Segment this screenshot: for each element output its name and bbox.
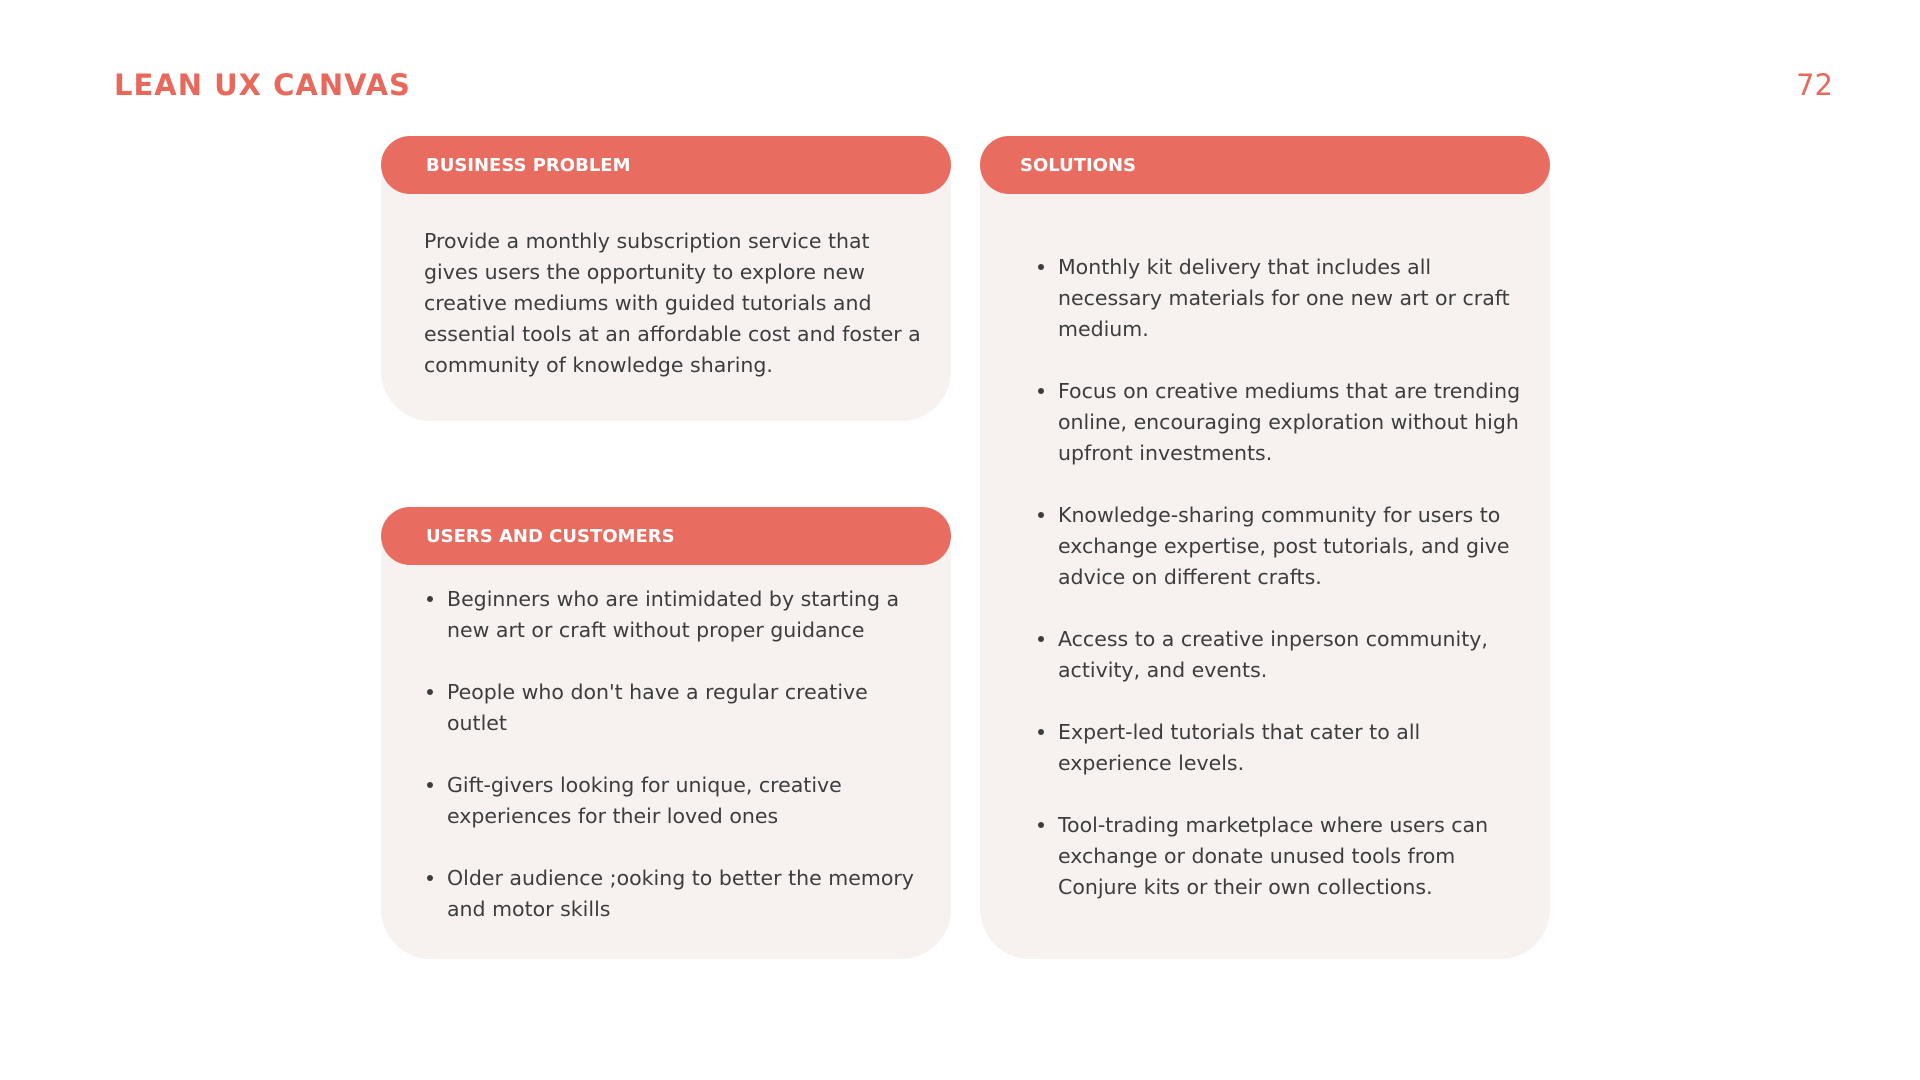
business-problem-text: Provide a monthly subscription service that gives users the opportunity to explore new creative mediums with guided tutorials and essential tools at an affordable cost and foster a community of knowledge sharing.	[424, 229, 921, 377]
list-item: People who don't have a regular creative outlet	[424, 677, 929, 739]
list-item: Older audience ;ooking to better the memory and motor skills	[424, 863, 929, 925]
list-item: Monthly kit delivery that includes all necessary materials for one new art or craft medium.	[1035, 252, 1532, 345]
users-and-customers-title: USERS AND CUSTOMERS	[426, 525, 675, 547]
list-item: Gift-givers looking for unique, creative experiences for their loved ones	[424, 770, 929, 832]
page-title: LEAN UX CANVAS	[114, 68, 411, 102]
users-and-customers-body	[424, 584, 929, 925]
page-number: 72	[1796, 68, 1833, 102]
users-and-customers-card	[381, 507, 951, 959]
solutions-body	[1035, 252, 1532, 903]
list-item: Beginners who are intimidated by starting a new art or craft without proper guidance	[424, 584, 929, 646]
business-problem-header	[381, 136, 951, 194]
list-item: Expert-led tutorials that cater to all experience levels.	[1035, 717, 1532, 779]
users-list	[424, 584, 929, 925]
solutions-card	[980, 136, 1550, 959]
solutions-title: SOLUTIONS	[1020, 154, 1137, 176]
users-and-customers-header	[381, 507, 951, 565]
business-problem-body	[424, 226, 922, 381]
list-item: Tool-trading marketplace where users can exchange or donate unused tools from Conjure kits or their own collections.	[1035, 810, 1532, 903]
list-item: Focus on creative mediums that are trending online, encouraging exploration without high upfront investments.	[1035, 376, 1532, 469]
business-problem-title: BUSINESS PROBLEM	[426, 154, 631, 176]
list-item: Knowledge-sharing community for users to exchange expertise, post tutorials, and give advice on different crafts.	[1035, 500, 1532, 593]
list-item: Access to a creative inperson community, activity, and events.	[1035, 624, 1532, 686]
solutions-list	[1035, 252, 1532, 903]
solutions-header	[980, 136, 1550, 194]
business-problem-card	[381, 136, 951, 421]
